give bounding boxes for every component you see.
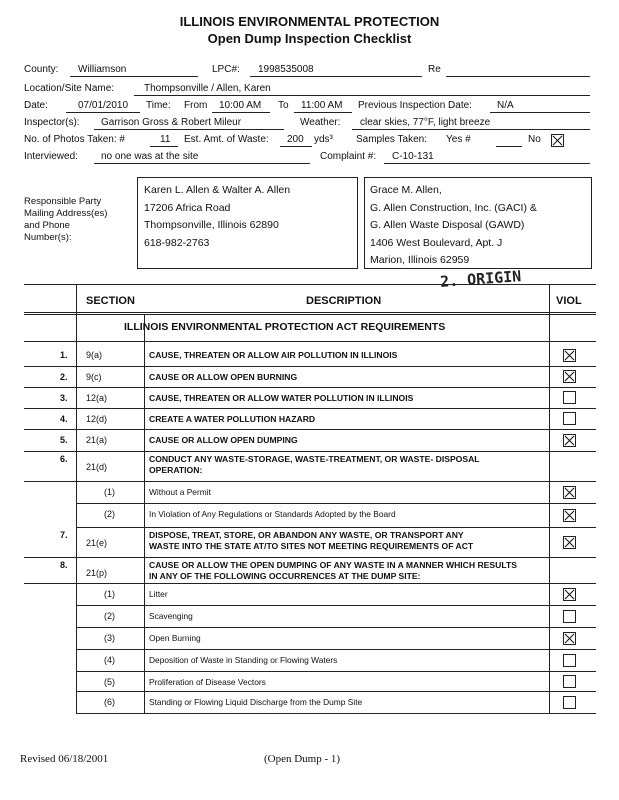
row-description: CAUSE OR ALLOW THE OPEN DUMPING OF ANY WASTE IN A MANNER WHICH RESULTS <box>149 560 517 570</box>
violation-checkbox[interactable] <box>563 486 576 499</box>
violation-checkbox[interactable] <box>563 370 576 383</box>
row-section: 9(c) <box>86 372 102 382</box>
row-section: 9(a) <box>86 350 103 360</box>
row-description: Scavenging <box>149 611 193 621</box>
row-description: Open Burning <box>149 633 201 643</box>
col-section-header: SECTION <box>86 295 135 307</box>
row-section: 21(a) <box>86 435 108 445</box>
row-divider <box>24 429 596 430</box>
row-divider <box>76 691 596 692</box>
complaint-value: C-10-131 <box>392 151 434 162</box>
row-section: 12(d) <box>86 414 108 424</box>
row-number: 8. <box>60 560 68 570</box>
violation-checkbox[interactable] <box>563 675 576 688</box>
county-value: Williamson <box>78 64 127 75</box>
responsible-party-box-1: Karen L. Allen & Walter A. Allen 17206 Africa Road Thompsonville, Illinois 62890 618-982-2763 <box>137 177 358 269</box>
row-section: (4) <box>104 655 115 665</box>
row-description: CAUSE, THREATEN OR ALLOW AIR POLLUTION IN ILLINOIS <box>149 350 398 360</box>
time-label: Time: <box>146 100 171 111</box>
row-description-continued: IN ANY OF THE FOLLOWING OCCURRENCES AT THE DUMP SITE: <box>149 571 421 581</box>
row-number: 5. <box>60 435 68 445</box>
row-divider <box>24 408 596 409</box>
origin-stamp: 2. ORIGIN <box>439 267 522 291</box>
row-divider <box>76 649 596 650</box>
waste-unit: yds³ <box>314 134 333 145</box>
time-to-value: 11:00 AM <box>301 100 343 111</box>
row-description-continued: WASTE INTO THE STATE AT/TO SITES NOT MEETING REQUIREMENTS OF ACT <box>149 541 474 551</box>
violation-checkbox[interactable] <box>563 509 576 522</box>
row-description: CAUSE OR ALLOW OPEN BURNING <box>149 372 298 382</box>
row-divider <box>24 451 596 452</box>
row-description-continued: OPERATION: <box>149 465 203 475</box>
row-section: (2) <box>104 509 115 519</box>
col-description-header: DESCRIPTION <box>306 295 382 307</box>
photos-label: No. of Photos Taken: # <box>24 134 125 145</box>
violation-checkbox[interactable] <box>563 391 576 404</box>
row-section: (5) <box>104 677 115 687</box>
date-label: Date: <box>24 100 48 111</box>
county-label: County: <box>24 64 59 75</box>
prev-inspection-value: N/A <box>497 100 514 111</box>
weather-label: Weather: <box>300 117 341 128</box>
responsible-party-label: Responsible Party Mailing Address(es) and Phone Number(s): <box>24 196 108 243</box>
complaint-label: Complaint #: <box>320 151 377 162</box>
row-number: 3. <box>60 393 68 403</box>
row-description: Proliferation of Disease Vectors <box>149 677 266 687</box>
row-description: CREATE A WATER POLLUTION HAZARD <box>149 414 316 424</box>
act-requirements-heading: ILLINOIS ENVIRONMENTAL PROTECTION ACT REQUIREMENTS <box>124 321 446 333</box>
row-number: 6. <box>60 454 68 464</box>
row-section: 21(d) <box>86 462 108 472</box>
row-section: (2) <box>104 611 115 621</box>
row-section: 21(p) <box>86 568 108 578</box>
weather-value: clear skies, 77°F, light breeze <box>360 117 491 128</box>
inspectors-value: Garrison Gross & Robert Mileur <box>101 117 242 128</box>
row-divider <box>24 387 596 388</box>
page-label: (Open Dump - 1) <box>264 753 341 765</box>
samples-yes-label: Yes # <box>446 134 471 145</box>
row-description: Litter <box>149 589 168 599</box>
date-value: 07/01/2010 <box>78 100 129 111</box>
row-divider <box>76 627 596 628</box>
violation-checkbox[interactable] <box>563 696 576 709</box>
time-to-label: To <box>278 100 289 111</box>
row-section: 12(a) <box>86 393 108 403</box>
row-number: 7. <box>60 530 68 540</box>
samples-label: Samples Taken: <box>356 134 427 145</box>
region-label: Re <box>428 64 441 75</box>
row-description: Deposition of Waste in Standing or Flowing Waters <box>149 655 338 665</box>
row-description: Without a Permit <box>149 487 211 497</box>
row-divider <box>24 481 596 482</box>
row-divider <box>24 366 596 367</box>
time-from-label: From <box>184 100 208 111</box>
row-description: CAUSE OR ALLOW OPEN DUMPING <box>149 435 298 445</box>
inspectors-label: Inspector(s): <box>24 117 80 128</box>
row-divider <box>76 527 596 528</box>
row-divider <box>76 671 596 672</box>
interviewed-value: no one was at the site <box>101 151 199 162</box>
violation-checkbox[interactable] <box>563 588 576 601</box>
row-divider <box>76 713 596 714</box>
row-description: CONDUCT ANY WASTE-STORAGE, WASTE-TREATMENT, OR WASTE- DISPOSAL <box>149 454 480 464</box>
waste-label: Est. Amt. of Waste: <box>184 134 269 145</box>
row-number: 1. <box>60 350 68 360</box>
violation-checkbox[interactable] <box>563 434 576 447</box>
violation-checkbox[interactable] <box>563 632 576 645</box>
form-title: ILLINOIS ENVIRONMENTAL PROTECTION <box>179 14 440 29</box>
samples-no-checkbox[interactable] <box>551 134 564 147</box>
revised-date: Revised 06/18/2001 <box>20 753 109 765</box>
row-description: DISPOSE, TREAT, STORE, OR ABANDON ANY WASTE, OR TRANSPORT ANY <box>149 530 464 540</box>
violation-checkbox[interactable] <box>563 536 576 549</box>
row-divider <box>24 557 596 558</box>
lpc-label: LPC#: <box>212 64 240 75</box>
row-divider <box>76 503 596 504</box>
violation-checkbox[interactable] <box>563 412 576 425</box>
prev-inspection-label: Previous Inspection Date: <box>358 100 472 111</box>
location-value: Thompsonville / Allen, Karen <box>144 83 271 94</box>
row-description: In Violation of Any Regulations or Standards Adopted by the Board <box>149 509 396 519</box>
row-section: (3) <box>104 633 115 643</box>
row-description: CAUSE, THREATEN OR ALLOW WATER POLLUTION IN ILLINOIS <box>149 393 414 403</box>
form-subtitle: Open Dump Inspection Checklist <box>207 31 412 46</box>
photos-value: 11 <box>160 134 171 145</box>
row-divider <box>24 583 596 584</box>
violation-checkbox[interactable] <box>563 610 576 623</box>
row-section: (1) <box>104 589 115 599</box>
location-label: Location/Site Name: <box>24 83 115 94</box>
col-viol-header: VIOL <box>556 295 582 307</box>
lpc-value: 1998535008 <box>258 64 314 75</box>
samples-no-label: No <box>528 134 541 145</box>
row-divider <box>76 605 596 606</box>
interviewed-label: Interviewed: <box>24 151 78 162</box>
responsible-party-box-2: Grace M. Allen, G. Allen Construction, Inc. (GACI) & G. Allen Waste Disposal (GAWD) 1406 West Boulevard, Apt. J Marion, Illinois 62959 <box>364 177 592 269</box>
violation-checkbox[interactable] <box>563 654 576 667</box>
time-from-value: 10:00 AM <box>219 100 262 111</box>
waste-value: 200 <box>287 134 304 145</box>
row-section: (1) <box>104 487 115 497</box>
row-section: (6) <box>104 697 115 707</box>
row-section: 21(e) <box>86 538 108 548</box>
row-number: 2. <box>60 372 68 382</box>
row-description: Standing or Flowing Liquid Discharge from the Dump Site <box>149 697 363 707</box>
violation-checkbox[interactable] <box>563 349 576 362</box>
row-number: 4. <box>60 414 68 424</box>
